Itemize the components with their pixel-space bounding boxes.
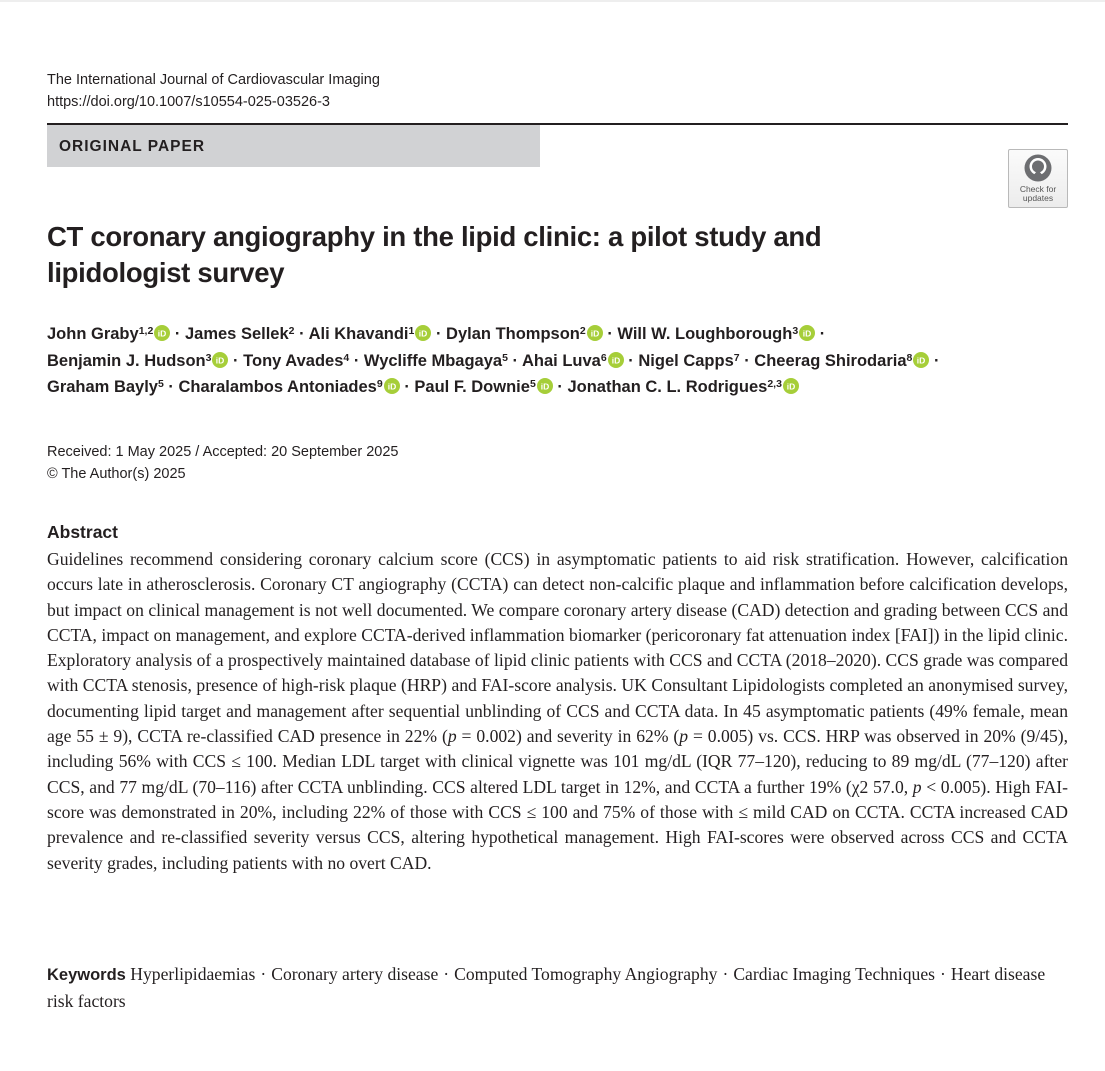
orcid-icon[interactable] [415, 325, 431, 341]
check-for-updates-icon [1023, 153, 1053, 183]
svg-text:iD: iD [802, 328, 812, 339]
author-name[interactable]: Cheerag Shirodaria [754, 351, 907, 370]
affiliation-sup: 3 [792, 325, 799, 337]
author-name[interactable]: Ali Khavandi [308, 325, 409, 343]
journal-name: The International Journal of Cardiovascular Imaging [47, 72, 380, 88]
svg-text:iD: iD [786, 381, 796, 392]
author-name[interactable]: James Sellek [184, 325, 289, 343]
author-name[interactable]: Benjamin J. Hudson [47, 351, 206, 370]
author-name[interactable]: Paul F. Downie [414, 378, 530, 396]
abstract-text: < 0.005). High FAI-score was demonstrated in 20%, including 22% of those with CCS ≤ 100 and 75% of those with ≤ mild CAD on CCTA. CCTA increased CAD prevalence and re-classified severity versus CCS, altering hypothetical management. High FAI-scores were observed across CCS and CCTA severity grades, including patients with no overt CAD. [47, 776, 1068, 873]
keyword: Hyperlipidaemias [130, 964, 256, 984]
paper-title-line2: lipidologist survey [47, 257, 285, 288]
svg-text:iD: iD [158, 328, 167, 339]
p-value-symbol: p [447, 726, 457, 747]
author-separator: · [435, 325, 442, 343]
author-separator: · [404, 378, 410, 396]
check-for-updates-text [1009, 185, 1067, 202]
svg-text:iD: iD [419, 328, 428, 339]
author-separator: · [512, 351, 519, 370]
keyword: Cardiac Imaging Techniques [733, 964, 935, 984]
orcid-icon[interactable] [799, 325, 815, 341]
keyword: Coronary artery disease [271, 964, 439, 984]
affiliation-sup: 3 [205, 351, 212, 364]
affiliation-sup: 2 [288, 325, 295, 337]
affiliation-sup: 4 [343, 351, 350, 364]
orcid-icon[interactable] [537, 378, 553, 394]
keywords-section [47, 961, 1068, 1014]
keyword-separator: · [443, 964, 450, 984]
abstract-body [47, 547, 1068, 876]
check-for-updates-line1: Check for [1019, 184, 1057, 194]
author-separator: · [744, 351, 750, 370]
svg-text:iD: iD [387, 381, 396, 392]
abstract-heading: Abstract [47, 522, 118, 542]
author-separator: · [607, 325, 613, 343]
affiliation-sup: 7 [733, 351, 740, 364]
author-separator: · [628, 351, 634, 370]
copyright-line: © The Author(s) 2025 [47, 466, 186, 482]
abstract-text: = 0.005) vs. CCS. HRP was observed in 20% (9/45), including 56% with CCS ≤ 100. Median LDL target with clinical vignette was 101 mg/dL (IQR 77–120), reducing to 89 mg/dL (77–120) after CCS, and 77 mg/dL (70–116) after CCTA unblinding. CCS altered LDL target in 12%, and CCTA a further 19% (χ2 57.0, [47, 726, 1069, 797]
received-accepted-dates: Received: 1 May 2025 / Accepted: 20 September 2025 [47, 444, 399, 460]
author-separator: · [168, 378, 174, 396]
affiliation-sup: 6 [600, 351, 607, 364]
keyword: Heart disease risk factors [47, 964, 1046, 1011]
affiliation-sup: 9 [376, 378, 383, 390]
author-separator: · [299, 325, 305, 343]
author-name[interactable]: Dylan Thompson [446, 325, 580, 343]
affiliation-sup: 5 [157, 378, 164, 390]
affiliation-sup: 5 [529, 378, 536, 390]
svg-text:iD: iD [540, 381, 550, 392]
abstract-text: = 0.002) and severity in 62% ( [456, 726, 680, 747]
orcid-icon[interactable] [913, 352, 929, 368]
author-separator: · [933, 351, 940, 370]
author-separator: · [233, 351, 239, 370]
orcid-icon[interactable] [212, 352, 228, 368]
affiliation-sup: 2 [579, 325, 586, 337]
article-type-banner: ORIGINAL PAPER [47, 125, 540, 167]
svg-text:iD: iD [216, 354, 225, 365]
author-separator: · [557, 378, 563, 396]
affiliation-sup: 1,2 [138, 325, 154, 337]
keyword-separator: · [722, 964, 729, 984]
orcid-icon[interactable] [587, 325, 603, 341]
keyword: Computed Tomography Angiography [454, 964, 718, 984]
author-name[interactable]: Will W. Loughborough [617, 325, 793, 343]
paper-title-line1: CT coronary angiography in the lipid clinic: a pilot study and [47, 221, 822, 252]
keyword-separator: · [260, 964, 267, 984]
publication-dates [47, 441, 398, 485]
check-for-updates-line2: updates [1022, 192, 1054, 203]
author-separator: · [174, 325, 181, 343]
journal-header [47, 69, 380, 113]
affiliation-sup: 1 [408, 325, 415, 337]
author-name[interactable]: Tony Avades [243, 351, 344, 370]
top-edge-line [0, 0, 1105, 2]
svg-text:iD: iD [590, 328, 599, 339]
orcid-icon[interactable] [154, 325, 170, 341]
author-name[interactable]: Wycliffe Mbagaya [363, 351, 503, 370]
orcid-icon[interactable] [783, 378, 799, 394]
paper-title [47, 219, 1007, 291]
svg-text:iD: iD [917, 354, 926, 365]
author-separator: · [353, 351, 360, 370]
author-name[interactable]: Ahai Luva [522, 351, 601, 370]
author-name[interactable]: Charalambos Antoniades [178, 378, 377, 396]
keywords-label: Keywords [47, 966, 126, 984]
affiliation-sup: 5 [502, 351, 508, 364]
author-name[interactable]: Graham Bayly [47, 378, 158, 396]
author-name[interactable]: John Graby [47, 325, 139, 343]
author-list [47, 321, 1077, 401]
abstract-text: Guidelines recommend considering coronary calcium score (CCS) in asymptomatic patients to aid risk stratification. However, calcification occurs late in atherosclerosis. Coronary CT angiography (CCTA) can detect non-calcific plaque and inflammation before calcification develops, but impact on clinical management is not well documented. We compare coronary artery disease (CAD) detection and grading between CCS and CCTA, impact on management, and explore CCTA-derived inflammation biomarker (pericoronary fat attenuation index [FAI]) in the lipid clinic. Exploratory analysis of a prospectively maintained database of lipid clinic patients with CCS and CCTA (2018–2020). CCS grade was compared with CCTA stenosis, presence of high-risk plaque (HRP) and FAI-score analysis. UK Consultant Lipidologists completed an anonymised survey, documenting lipid target and management after sequential unblinding of CCS and CCTA data. In 45 asymptomatic patients (49% female, mean age 55 ± 9), CCTA re-classified CAD presence in 22% ( [47, 549, 1068, 747]
check-for-updates-badge[interactable] [1008, 149, 1068, 208]
p-value-symbol: p [912, 776, 922, 797]
svg-text:iD: iD [611, 354, 620, 365]
author-name[interactable]: Jonathan C. L. Rodrigues [567, 378, 768, 396]
orcid-icon[interactable] [608, 352, 624, 368]
author-separator: · [819, 325, 826, 343]
affiliation-sup: 8 [906, 351, 913, 364]
orcid-icon[interactable] [384, 378, 400, 394]
affiliation-sup: 2,3 [767, 378, 782, 390]
p-value-symbol: p [679, 726, 689, 747]
keyword-separator: · [940, 964, 946, 984]
author-name[interactable]: Nigel Capps [638, 351, 734, 370]
doi-link[interactable]: https://doi.org/10.1007/s10554-025-03526-3 [47, 94, 330, 110]
